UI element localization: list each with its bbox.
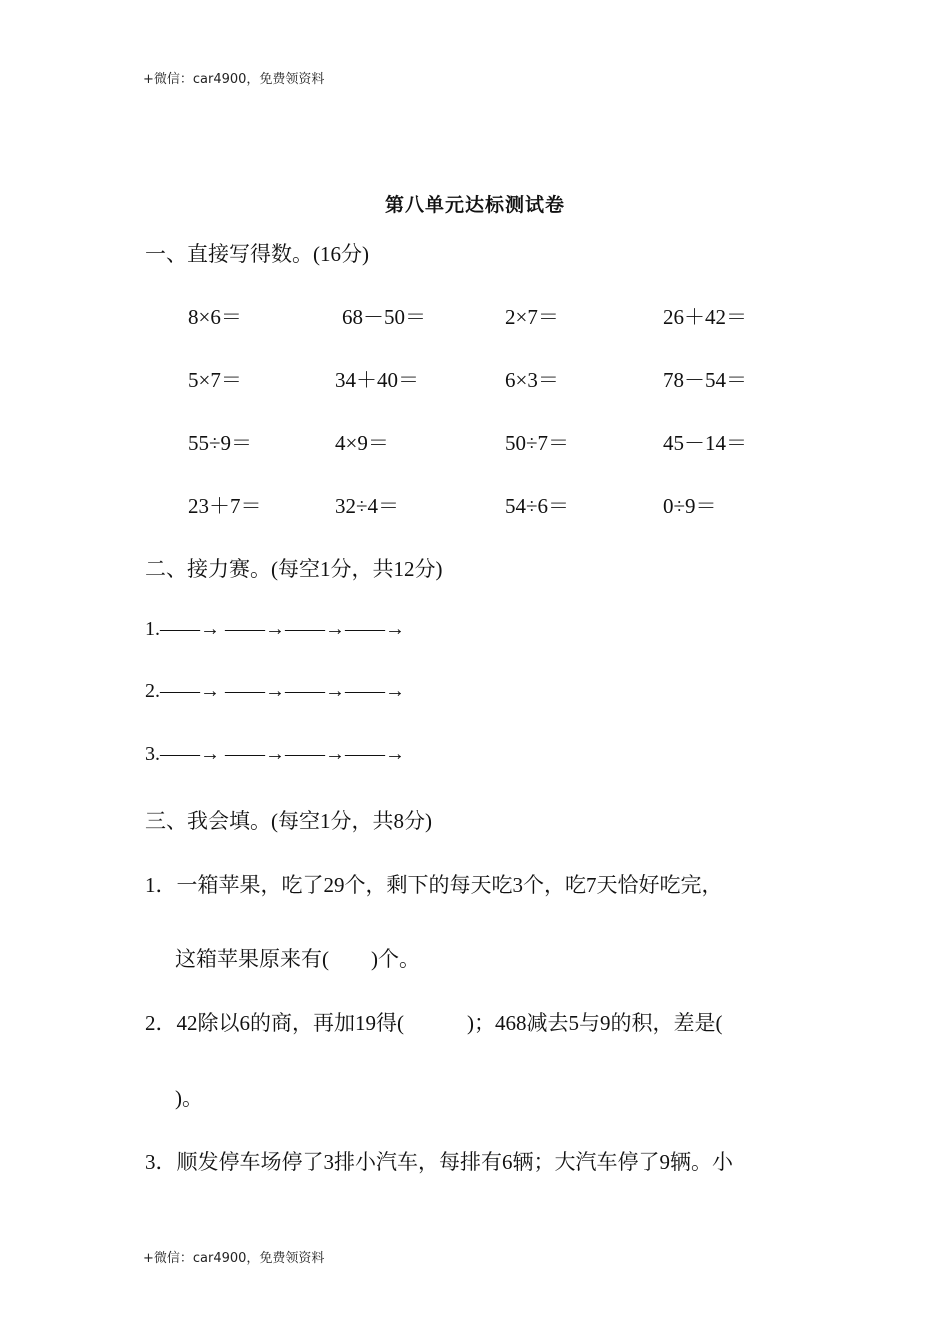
page-title: 第八单元达标测试卷 xyxy=(384,195,565,216)
watermark-top: +微信：car4900，免费领资料 xyxy=(143,72,325,87)
calc-item: 34＋40＝ xyxy=(335,368,419,392)
calc-item: 4×9＝ xyxy=(335,431,389,455)
calc-item: 0÷9＝ xyxy=(663,494,717,518)
calc-item: 8×6＝ xyxy=(188,305,242,329)
calc-item: 26＋42＝ xyxy=(663,305,747,329)
relay-line-1: 1.——→ ——→——→——→ xyxy=(145,618,405,640)
section1-heading: 一、直接写得数。(16分) xyxy=(145,242,369,266)
watermark-bottom: +微信：car4900，免费领资料 xyxy=(143,1251,325,1266)
relay-line-3: 3.——→ ——→——→——→ xyxy=(145,743,405,765)
question-1-line-2: 这箱苹果原来有( )个。 xyxy=(175,947,420,971)
calc-item: 55÷9＝ xyxy=(188,431,253,455)
calc-item: 54÷6＝ xyxy=(505,494,570,518)
calc-item: 78－54＝ xyxy=(663,368,747,392)
calc-item: 68－50＝ xyxy=(342,305,426,329)
question-2-line-1: 2．42除以6的商，再加19得( )；468减去5与9的积，差是( xyxy=(145,1011,723,1035)
calc-item: 2×7＝ xyxy=(505,305,559,329)
question-1-line-1: 1．一箱苹果，吃了29个，剩下的每天吃3个，吃7天恰好吃完， xyxy=(145,873,723,897)
relay-line-2: 2.——→ ——→——→——→ xyxy=(145,680,405,702)
calc-item: 6×3＝ xyxy=(505,368,559,392)
calc-item: 23＋7＝ xyxy=(188,494,262,518)
calc-item: 50÷7＝ xyxy=(505,431,570,455)
section3-heading: 三、我会填。(每空1分，共8分) xyxy=(145,809,432,833)
calc-item: 5×7＝ xyxy=(188,368,242,392)
calc-item: 45－14＝ xyxy=(663,431,747,455)
question-2-line-2: )。 xyxy=(175,1086,203,1110)
calc-item: 32÷4＝ xyxy=(335,494,400,518)
question-3-line-1: 3．顺发停车场停了3排小汽车，每排有6辆；大汽车停了9辆。小 xyxy=(145,1150,733,1174)
section2-heading: 二、接力赛。(每空1分，共12分) xyxy=(145,557,443,581)
